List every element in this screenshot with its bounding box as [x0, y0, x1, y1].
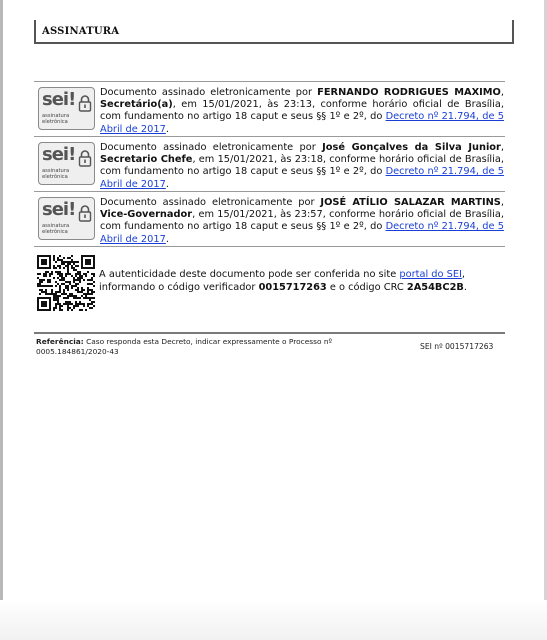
- section-title: ASSINATURA: [42, 26, 120, 37]
- signer-role: Secretario Chefe: [100, 154, 193, 166]
- signature-block: [34, 81, 505, 136]
- signer-role: Secretário(a): [100, 99, 173, 111]
- sei-portal-link[interactable]: portal do SEI: [399, 269, 462, 280]
- footer-reference: Referência: Caso responda esta Decreto, indicar expressamente o Processo nº 0005.184861/2020-43: [36, 337, 333, 356]
- sei-signature-badge: [38, 142, 95, 185]
- signature-block: [34, 191, 505, 247]
- sei-badge-subtitle: assinatura eletrônica: [42, 223, 70, 235]
- sei-badge-subtitle: assinatura eletrônica: [42, 113, 70, 125]
- authenticity-text: A autenticidade deste documento pode ser conferida no site portal do SEI, informando o código verificador 0015717263 e o código CRC 2A54BC2B.: [99, 269, 467, 293]
- footer-divider: [34, 332, 505, 334]
- lock-icon: [78, 149, 92, 167]
- signature-text: Documento assinado eletronicamente por José Gonçalves da Silva Junior, Secretario Chefe, em 15/01/2021, às 23:18, conforme horário oficial de Brasília, com fundamento no artigo 18 caput e seus §§ 1º e 2º, do Decreto nº 21.794, de 5 Abril de 2017.: [100, 142, 504, 190]
- signature-block: [34, 136, 505, 191]
- signer-name: JOSÉ ATÍLIO SALAZAR MARTINS: [320, 197, 501, 208]
- sei-signature-badge: [38, 87, 95, 130]
- signer-role: Vice-Governador: [100, 209, 193, 221]
- page-edge-left: [0, 0, 3, 640]
- sei-logo-word: sei!: [42, 144, 76, 165]
- sei-logo-word: sei!: [42, 199, 76, 220]
- decree-link[interactable]: Decreto nº 21.794, de 5 Abril de 2017: [100, 166, 504, 190]
- page-bottom-shade: [0, 600, 547, 640]
- signature-text: Documento assinado eletronicamente por JOSÉ ATÍLIO SALAZAR MARTINS, Vice-Governador, em 15/01/2021, às 23:57, conforme horário oficial de Brasília, com fundamento no artigo 18 caput e seus §§ 1º e 2º, do Decreto nº 21.794, de 5 Abril de 2017.: [100, 197, 504, 245]
- signature-text: Documento assinado eletronicamente por FERNANDO RODRIGUES MAXIMO, Secretário(a), em 15/01/2021, às 23:13, conforme horário oficial de Brasília, com fundamento no artigo 18 caput e seus §§ 1º e 2º, do Decreto nº 21.794, de 5 Abril de 2017.: [100, 87, 504, 135]
- signer-name: José Gonçalves da Silva Junior: [322, 142, 501, 153]
- sei-logo-word: sei!: [42, 89, 76, 110]
- verifier-code: 0015717263: [258, 281, 327, 293]
- signer-name: FERNANDO RODRIGUES MAXIMO: [317, 87, 501, 98]
- footer-sei-number: SEI nº 0015717263: [420, 342, 494, 351]
- qr-code: [37, 255, 95, 311]
- signature-section-header: [34, 20, 514, 44]
- crc-code: 2A54BC2B: [406, 281, 464, 293]
- decree-link[interactable]: Decreto nº 21.794, de 5 Abril de 2017: [100, 221, 504, 245]
- qr-code-icon: [37, 255, 95, 311]
- sei-badge-subtitle: assinatura eletrônica: [42, 168, 70, 180]
- decree-link[interactable]: Decreto nº 21.794, de 5 Abril de 2017: [100, 111, 504, 135]
- lock-icon: [78, 94, 92, 112]
- sei-signature-badge: [38, 197, 95, 240]
- lock-icon: [78, 204, 92, 222]
